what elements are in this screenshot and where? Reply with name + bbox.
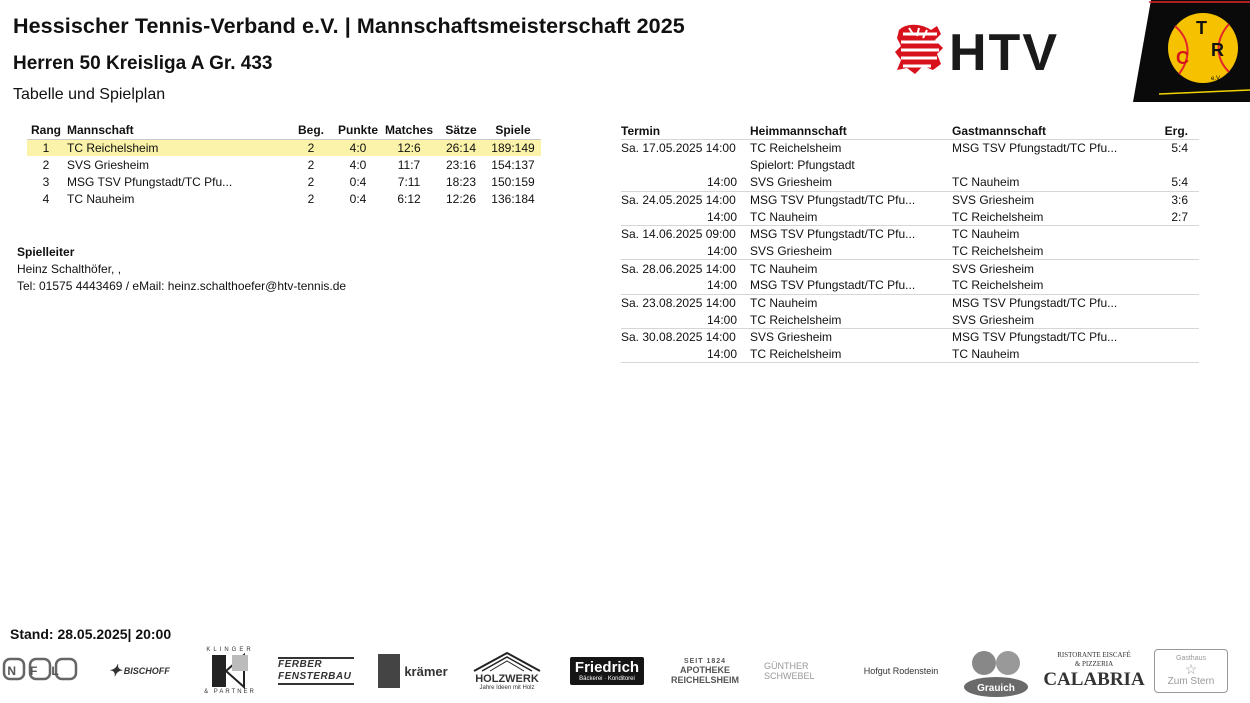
stern-top-text: Gasthaus [1176,655,1206,662]
league-manager-title: Spielleiter [17,245,75,259]
beg-cell: 2 [287,139,335,156]
spiele-cell: 136:184 [491,191,535,206]
league-title: Herren 50 Kreisliga A Gr. 433 [13,53,273,74]
col-saetze: Sätze [445,123,477,138]
last-updated: Stand: 28.05.2025| 20:00 [10,626,172,642]
grauich-mascot-icon [962,643,1030,699]
match-row[interactable] [621,225,1199,242]
friedrich-sub-text: Bäckerei · Konditorei [579,676,635,682]
table-row[interactable] [27,173,541,190]
ferber-text: FERBER FENSTERBAU [278,657,354,685]
sponsor-apotheke-logo[interactable] [668,640,742,702]
match-result: 2:7 [1152,208,1199,225]
match-home: TC Reichelsheim [750,141,842,156]
match-home: TC Reichelsheim [750,346,952,363]
match-row[interactable] [621,208,1199,225]
rank-cell: 2 [42,157,50,172]
htv-text: HTV [949,24,1059,80]
match-guest: SVS Griesheim [952,311,1152,328]
league-manager-name: Heinz Schalthöfer, , [17,262,122,276]
page-title: Hessischer Tennis-Verband e.V. | Mannschaftsmeisterschaft 2025 [13,14,685,38]
match-guest: SVS Griesheim [952,261,1035,276]
htv-logo [893,20,1105,80]
table-row[interactable] [27,156,541,173]
match-time: 14:00 [621,208,750,225]
kp-logo-icon [210,653,250,689]
match-home: MSG TSV Pfungstadt/TC Pfu... [750,192,916,207]
schedule-header-row [621,122,1199,139]
stern-text: Zum Stern [1167,676,1215,687]
klinger-top-text: KLINGER [206,647,254,653]
match-result [1152,346,1199,363]
club-letter-r: R [1211,40,1224,60]
holzwerk-text: HOLZWERK [475,673,539,685]
col-beg: Beg. [297,123,324,138]
match-result [1152,311,1199,328]
team-cell: MSG TSV Pfungstadt/TC Pfu... [67,174,233,189]
match-time: 14:00 [621,311,750,328]
rank-cell: 1 [27,139,65,156]
match-row[interactable] [621,260,1199,277]
schedule-table [621,122,1199,363]
kraemer-text: krämer [404,663,448,679]
match-home: MSG TSV Pfungstadt/TC Pfu... [750,227,916,242]
punkte-cell: 4:0 [335,139,381,156]
nfl-logo-icon [2,653,78,689]
kraemer-icon [378,654,400,688]
match-time: 14:00 [621,243,750,260]
match-guest: MSG TSV Pfungstadt/TC Pfu... [952,141,1118,156]
sponsor-nfl-logo[interactable] [2,640,78,702]
team-cell: SVS Griesheim [67,157,150,172]
beg-cell: 2 [307,174,315,189]
match-guest: MSG TSV Pfungstadt/TC Pfu... [952,296,1118,311]
apotheke-top-text: SEIT 1824 [683,657,727,665]
match-row[interactable] [621,277,1199,294]
page-subtitle: Tabelle und Spielplan [13,86,166,103]
nfl-text: NFL [7,664,73,678]
match-result [1152,329,1199,346]
match-home: TC Nauheim [750,208,952,225]
match-result [1152,277,1199,294]
bischoff-text: BISCHOFF [123,666,170,676]
match-guest: TC Nauheim [952,346,1152,363]
sponsor-stern-logo[interactable] [1154,640,1228,702]
holzwerk-roof-icon [470,651,544,673]
sponsor-schwebel-logo[interactable] [764,640,840,702]
standings-table [27,122,541,207]
col-mannschaft: Mannschaft [67,123,134,138]
col-spiele: Spiele [495,123,531,138]
saetze-cell: 18:23 [445,174,477,189]
match-result [1152,243,1199,260]
saetze-cell: 26:14 [437,139,485,156]
match-time: 14:00 [621,277,750,294]
sponsor-ferber-logo[interactable] [278,640,354,702]
match-home: TC Reichelsheim [750,311,952,328]
sponsor-hofgut-logo[interactable] [862,640,940,702]
punkte-cell: 4:0 [349,157,367,172]
match-guest: TC Reichelsheim [952,277,1152,294]
match-result: 5:4 [1152,174,1199,191]
match-date: Sa. 23.08.2025 14:00 [621,296,736,311]
sponsor-klinger-logo[interactable] [198,640,262,702]
match-time: 14:00 [621,346,750,363]
col-ergebnis: Erg. [1164,123,1188,138]
match-time: 14:00 [621,174,750,191]
match-result [1152,225,1199,242]
matches-cell: 12:6 [381,139,437,156]
table-row[interactable] [27,190,541,207]
col-rang: Rang [31,123,61,138]
matches-cell: 11:7 [397,157,421,172]
standings-header-row [27,122,541,139]
match-date: Sa. 24.05.2025 14:00 [621,192,736,207]
rank-cell: 3 [42,174,50,189]
calabria-text: CALABRIA [1043,669,1145,690]
team-cell: TC Nauheim [67,191,135,206]
match-home: SVS Griesheim [750,174,952,191]
match-guest: TC Nauheim [952,174,1152,191]
match-home: TC Nauheim [750,261,818,276]
beg-cell: 2 [307,191,315,206]
star-icon: ☆ [1184,661,1198,677]
saetze-cell: 12:26 [445,191,477,206]
beg-cell: 2 [307,157,315,172]
sponsor-kraemer-logo[interactable] [378,640,448,702]
match-row[interactable] [621,311,1199,328]
klinger-bottom-text: & PARTNER [204,689,256,695]
match-venue-row [621,157,1199,174]
spiele-cell: 154:137 [491,157,535,172]
match-row[interactable] [621,174,1199,191]
sponsor-bischoff-logo[interactable] [100,640,178,702]
sponsor-friedrich-logo[interactable] [568,640,646,702]
club-logo [1133,0,1250,106]
table-row[interactable] [27,139,541,156]
hessen-lion-icon [895,25,943,74]
saetze-cell: 23:16 [445,157,477,172]
match-row[interactable] [621,346,1199,363]
match-result [1152,294,1199,311]
match-date: Sa. 30.08.2025 14:00 [621,330,736,345]
calabria-top-text: RISTORANTE EISCAFÉ & PIZZERIA [1057,651,1131,668]
match-row[interactable] [621,191,1199,208]
sponsor-calabria-logo[interactable] [1043,640,1145,702]
match-home: SVS Griesheim [750,243,952,260]
match-date: Sa. 14.06.2025 09:00 [621,227,736,242]
grauich-text: Grauich [977,683,1015,694]
match-guest: TC Reichelsheim [952,208,1152,225]
match-guest: MSG TSV Pfungstadt/TC Pfu... [952,330,1118,345]
match-home: MSG TSV Pfungstadt/TC Pfu... [750,277,952,294]
sponsor-grauich-logo[interactable] [960,640,1032,702]
team-cell: TC Reichelsheim [65,139,287,156]
sponsor-holzwerk-logo[interactable] [468,640,546,702]
club-ev: e.V. [1211,76,1222,82]
match-result [1152,157,1199,174]
friedrich-text: Friedrich [574,659,640,676]
punkte-cell: 0:4 [349,191,367,206]
match-guest [952,157,1152,174]
match-guest: TC Nauheim [952,227,1020,242]
match-date: Sa. 17.05.2025 14:00 [621,141,736,156]
apotheke-text: APOTHEKE REICHELSHEIM [670,664,739,685]
matches-cell: 7:11 [397,174,421,189]
match-guest: TC Reichelsheim [952,243,1152,260]
punkte-cell: 0:4 [349,174,367,189]
match-row[interactable] [621,294,1199,311]
match-home: TC Nauheim [750,296,818,311]
holzwerk-sub-text: Jahre Ideen mit Holz [479,685,535,691]
match-row[interactable] [621,243,1199,260]
hofgut-text: Hofgut Rodenstein [863,666,939,676]
match-home: SVS Griesheim [750,330,833,345]
col-punkte: Punkte [337,123,378,138]
col-gastmannschaft: Gastmannschaft [952,123,1047,138]
spiele-cell: 150:159 [491,174,535,189]
match-row[interactable] [621,140,1199,157]
match-date: Sa. 28.06.2025 14:00 [621,261,736,276]
col-heimmannschaft: Heimmannschaft [750,123,847,138]
col-termin: Termin [621,123,661,138]
match-row[interactable] [621,329,1199,346]
spiele-cell: 189:149 [485,139,541,156]
match-guest: SVS Griesheim [952,192,1035,207]
match-result: 3:6 [1171,192,1188,207]
bischoff-icon: ✦ [108,663,122,680]
match-venue: Spielort: Pfungstadt [750,158,855,173]
club-letter-c: C [1176,48,1189,68]
league-manager-contact: Tel: 01575 4443469 / eMail: heinz.schalthoefer@htv-tennis.de [17,279,347,293]
match-date [621,157,750,174]
matches-cell: 6:12 [397,191,421,206]
schwebel-text: GÜNTHER SCHWEBEL [764,661,815,681]
match-result [1152,260,1199,277]
league-manager [17,244,346,295]
rank-cell: 4 [42,191,50,206]
match-result: 5:4 [1171,141,1188,156]
col-matches: Matches [384,123,434,138]
club-letter-t: T [1196,18,1207,38]
